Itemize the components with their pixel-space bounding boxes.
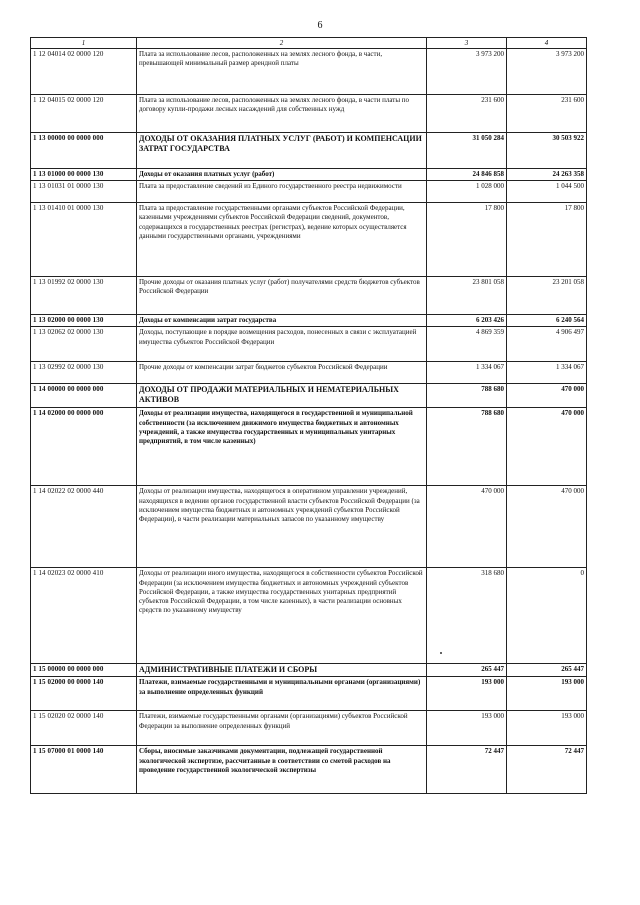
revenue-name: Платежи, взимаемые государственными и муниципальными органами (организациями) за выполнение определенных функций xyxy=(137,677,427,711)
column-header-2: 2 xyxy=(137,38,427,49)
table-row xyxy=(31,664,587,677)
budget-classification-code: 1 13 01000 00 0000 130 xyxy=(31,169,137,181)
amount-year-2: 4 906 497 xyxy=(507,327,587,362)
amount-year-2: 17 800 xyxy=(507,203,587,277)
amount-year-1: 318 680 xyxy=(427,568,507,664)
table-row xyxy=(31,486,587,568)
amount-year-1: 193 000 xyxy=(427,711,507,746)
amount-year-2: 1 044 500 xyxy=(507,181,587,203)
revenue-name: Доходы от оказания платных услуг (работ) xyxy=(137,169,427,181)
budget-classification-code: 1 14 00000 00 0000 000 xyxy=(31,384,137,408)
column-header-4: 4 xyxy=(507,38,587,49)
table-row xyxy=(31,181,587,203)
revenue-name: Плата за предоставление сведений из Единого государственного реестра недвижимости xyxy=(137,181,427,203)
budget-revenue-table xyxy=(30,37,587,794)
revenue-name: Доходы от реализации иного имущества, находящегося в собственности субъектов Российской Федерации (за исключением имущества бюджетных и автономных учреждений субъектов Российской Федерации, а также имущества государственных унитарных предприятий субъектов Российской Федерации, в том числе казенных), в части реализации основных средств по указанному имуществу xyxy=(137,568,427,664)
revenue-name: Доходы от компенсации затрат государства xyxy=(137,315,427,327)
table-row xyxy=(31,169,587,181)
amount-year-1: 788 680 xyxy=(427,408,507,486)
revenue-name: Плата за использование лесов, расположенных на землях лесного фонда, в части, превышающей минимальный размер арендной платы xyxy=(137,49,427,95)
amount-year-1: 4 869 359 xyxy=(427,327,507,362)
revenue-name: Доходы от реализации имущества, находящегося в государственной и муниципальной собственности (за исключением движимого имущества бюджетных и автономных учреждений, а также имущества государственных и муниципальных унитарных предприятий, в том числе казенных) xyxy=(137,408,427,486)
table-row xyxy=(31,568,587,664)
budget-classification-code: 1 14 02023 02 0000 410 xyxy=(31,568,137,664)
revenue-name: Доходы от реализации имущества, находящегося в оперативном управлении учреждений, находящихся в ведении органов государственной власти субъектов Российской Федерации (за исключением имущества бюджетных и автономных учреждений субъектов Российской Федерации), в части реализации материальных запасов по указанному имуществу xyxy=(137,486,427,568)
budget-classification-code: 1 13 01031 01 0000 130 xyxy=(31,181,137,203)
stray-dot xyxy=(440,652,442,654)
amount-year-1: 24 846 858 xyxy=(427,169,507,181)
budget-classification-code: 1 13 02992 02 0000 130 xyxy=(31,362,137,384)
table-row xyxy=(31,203,587,277)
table-row xyxy=(31,327,587,362)
table-row xyxy=(31,133,587,169)
amount-year-2: 3 973 200 xyxy=(507,49,587,95)
table-row xyxy=(31,677,587,711)
budget-classification-code: 1 13 01410 01 0000 130 xyxy=(31,203,137,277)
budget-classification-code: 1 15 00000 00 0000 000 xyxy=(31,664,137,677)
budget-classification-code: 1 13 02062 02 0000 130 xyxy=(31,327,137,362)
table-body xyxy=(31,49,587,794)
budget-classification-code: 1 15 02000 00 0000 140 xyxy=(31,677,137,711)
budget-classification-code: 1 12 04014 02 0000 120 xyxy=(31,49,137,95)
revenue-name: Плата за использование лесов, расположенных на землях лесного фонда, в части платы по договору купли-продажи лесных насаждений для собственных нужд xyxy=(137,95,427,133)
amount-year-1: 231 600 xyxy=(427,95,507,133)
amount-year-2: 0 xyxy=(507,568,587,664)
revenue-name: ДОХОДЫ ОТ ОКАЗАНИЯ ПЛАТНЫХ УСЛУГ (РАБОТ) И КОМПЕНСАЦИИ ЗАТРАТ ГОСУДАРСТВА xyxy=(137,133,427,169)
table-header-row xyxy=(31,38,587,49)
amount-year-2: 1 334 067 xyxy=(507,362,587,384)
revenue-name: Доходы, поступающие в порядке возмещения расходов, понесенных в связи с эксплуатацией имущества субъектов Российской Федерации xyxy=(137,327,427,362)
column-header-1: 1 xyxy=(31,38,137,49)
amount-year-1: 265 447 xyxy=(427,664,507,677)
table-row xyxy=(31,408,587,486)
budget-classification-code: 1 12 04015 02 0000 120 xyxy=(31,95,137,133)
amount-year-2: 231 600 xyxy=(507,95,587,133)
amount-year-2: 470 000 xyxy=(507,384,587,408)
budget-classification-code: 1 13 01992 02 0000 130 xyxy=(31,277,137,315)
budget-classification-code: 1 15 02020 02 0000 140 xyxy=(31,711,137,746)
amount-year-2: 470 000 xyxy=(507,486,587,568)
table-row xyxy=(31,95,587,133)
revenue-name: Платежи, взимаемые государственными органами (организациями) субъектов Российской Федерации за выполнение определенных функций xyxy=(137,711,427,746)
budget-classification-code: 1 13 02000 00 0000 130 xyxy=(31,315,137,327)
budget-classification-code: 1 14 02000 00 0000 000 xyxy=(31,408,137,486)
revenue-name: Плата за предоставление государственными органами субъектов Российской Федерации, казенными учреждениями субъектов Российской Федерации сведений, документов, содержащихся в государственных реестрах (регистрах), ведение которых осуществляется данными государственными органами, учреждениями xyxy=(137,203,427,277)
amount-year-1: 72 447 xyxy=(427,746,507,794)
amount-year-1: 470 000 xyxy=(427,486,507,568)
table-row xyxy=(31,746,587,794)
budget-classification-code: 1 15 07000 01 0000 140 xyxy=(31,746,137,794)
amount-year-2: 193 000 xyxy=(507,711,587,746)
amount-year-1: 6 203 426 xyxy=(427,315,507,327)
amount-year-2: 470 000 xyxy=(507,408,587,486)
amount-year-1: 788 680 xyxy=(427,384,507,408)
amount-year-1: 31 050 284 xyxy=(427,133,507,169)
table-row xyxy=(31,711,587,746)
revenue-name: Сборы, вносимые заказчиками документации, подлежащей государственной экологической экспертизе, рассчитанные в соответствии со сметой расходов на проведение государственной экологической экспертизы xyxy=(137,746,427,794)
revenue-name: АДМИНИСТРАТИВНЫЕ ПЛАТЕЖИ И СБОРЫ xyxy=(137,664,427,677)
amount-year-1: 1 334 067 xyxy=(427,362,507,384)
revenue-name: Прочие доходы от компенсации затрат бюджетов субъектов Российской Федерации xyxy=(137,362,427,384)
amount-year-2: 23 201 058 xyxy=(507,277,587,315)
column-header-3: 3 xyxy=(427,38,507,49)
table-row xyxy=(31,49,587,95)
table-row xyxy=(31,277,587,315)
table-row xyxy=(31,384,587,408)
amount-year-2: 24 263 358 xyxy=(507,169,587,181)
amount-year-2: 72 447 xyxy=(507,746,587,794)
budget-classification-code: 1 14 02022 02 0000 440 xyxy=(31,486,137,568)
amount-year-2: 30 503 922 xyxy=(507,133,587,169)
amount-year-1: 23 801 058 xyxy=(427,277,507,315)
amount-year-1: 1 028 000 xyxy=(427,181,507,203)
page-number: 6 xyxy=(317,20,323,31)
table-row xyxy=(31,362,587,384)
table-row xyxy=(31,315,587,327)
revenue-name: ДОХОДЫ ОТ ПРОДАЖИ МАТЕРИАЛЬНЫХ И НЕМАТЕРИАЛЬНЫХ АКТИВОВ xyxy=(137,384,427,408)
amount-year-2: 265 447 xyxy=(507,664,587,677)
budget-classification-code: 1 13 00000 00 0000 000 xyxy=(31,133,137,169)
amount-year-2: 193 000 xyxy=(507,677,587,711)
amount-year-1: 193 000 xyxy=(427,677,507,711)
revenue-name: Прочие доходы от оказания платных услуг (работ) получателями средств бюджетов субъектов Российской Федерации xyxy=(137,277,427,315)
amount-year-1: 3 973 200 xyxy=(427,49,507,95)
amount-year-1: 17 800 xyxy=(427,203,507,277)
amount-year-2: 6 240 564 xyxy=(507,315,587,327)
